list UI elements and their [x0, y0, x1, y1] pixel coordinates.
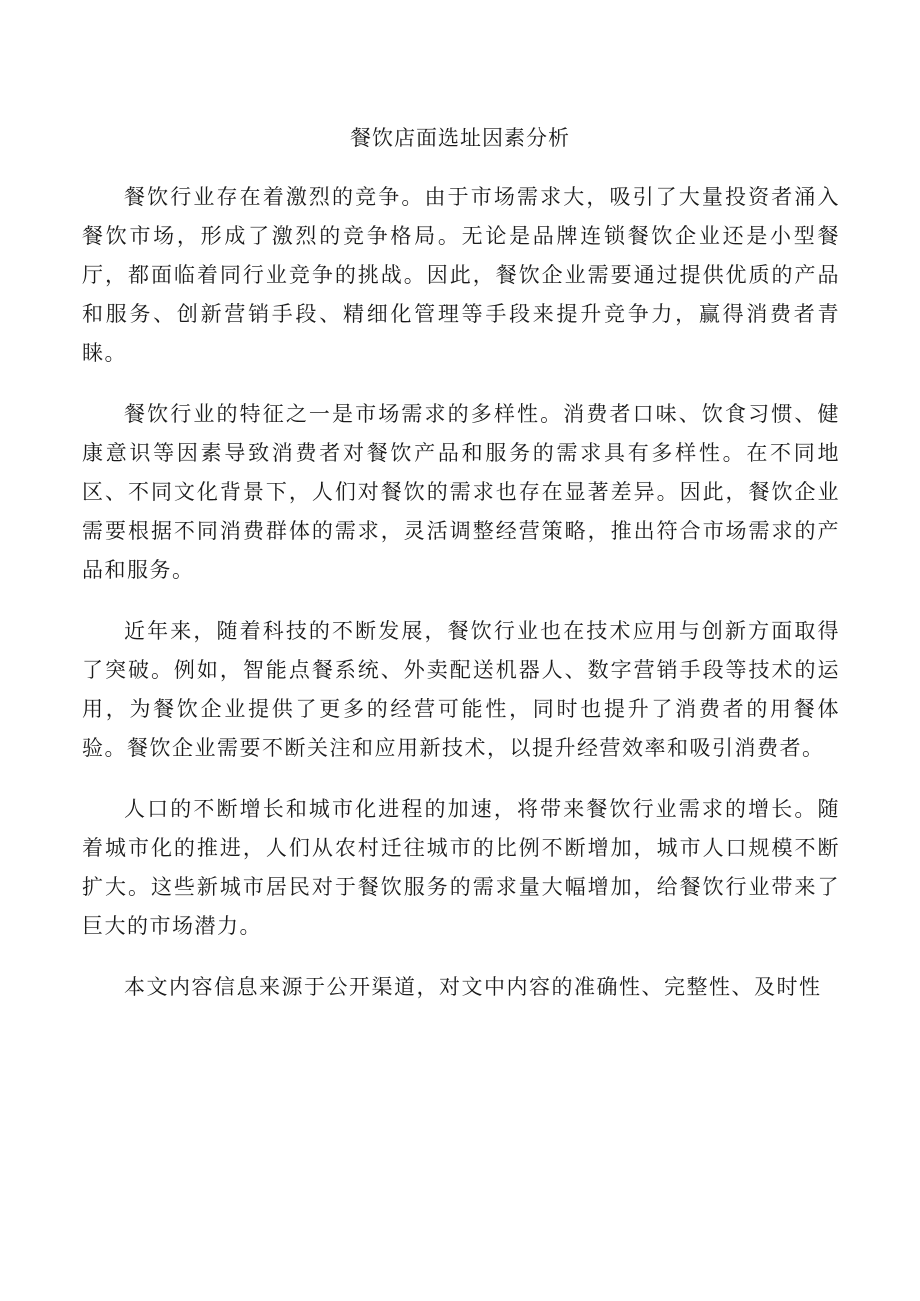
document-title: 餐饮店面选址因素分析: [350, 126, 570, 150]
paragraph-disclaimer: 本文内容信息来源于公开渠道，对文中内容的准确性、完整性、及时性: [124, 975, 822, 999]
paragraph-technology: 近年来，随着科技的不断发展，餐饮行业也在技术应用与创新方面取得了突破。例如，智能点餐系统、外卖配送机器人、数字营销手段等技术的运用，为餐饮企业提供了更多的经营可能性，同时也提升了消费者的用餐体验。餐饮企业需要不断关注和应用新技术，以提升经营效率和吸引消费者。: [82, 619, 840, 760]
paragraph-urbanization: 人口的不断增长和城市化进程的加速，将带来餐饮行业需求的增长。随着城市化的推进，人们从农村迁往城市的比例不断增加，城市人口规模不断扩大。这些新城市居民对于餐饮服务的需求量大幅增加，给餐饮行业带来了巨大的市场潜力。: [82, 797, 840, 938]
paragraph-competition: 餐饮行业存在着激烈的竞争。由于市场需求大，吸引了大量投资者涌入餐饮市场，形成了激烈的竞争格局。无论是品牌连锁餐饮企业还是小型餐厅，都面临着同行业竞争的挑战。因此，餐饮企业需要通过提供优质的产品和服务、创新营销手段、精细化管理等手段来提升竞争力，赢得消费者青睐。: [82, 185, 840, 365]
paragraph-demand-diversity: 餐饮行业的特征之一是市场需求的多样性。消费者口味、饮食习惯、健康意识等因素导致消费者对餐饮产品和服务的需求具有多样性。在不同地区、不同文化背景下，人们对餐饮的需求也存在显著差异。因此，餐饮企业需要根据不同消费群体的需求，灵活调整经营策略，推出符合市场需求的产品和服务。: [82, 402, 840, 582]
document-body: [82, 178, 840, 1007]
